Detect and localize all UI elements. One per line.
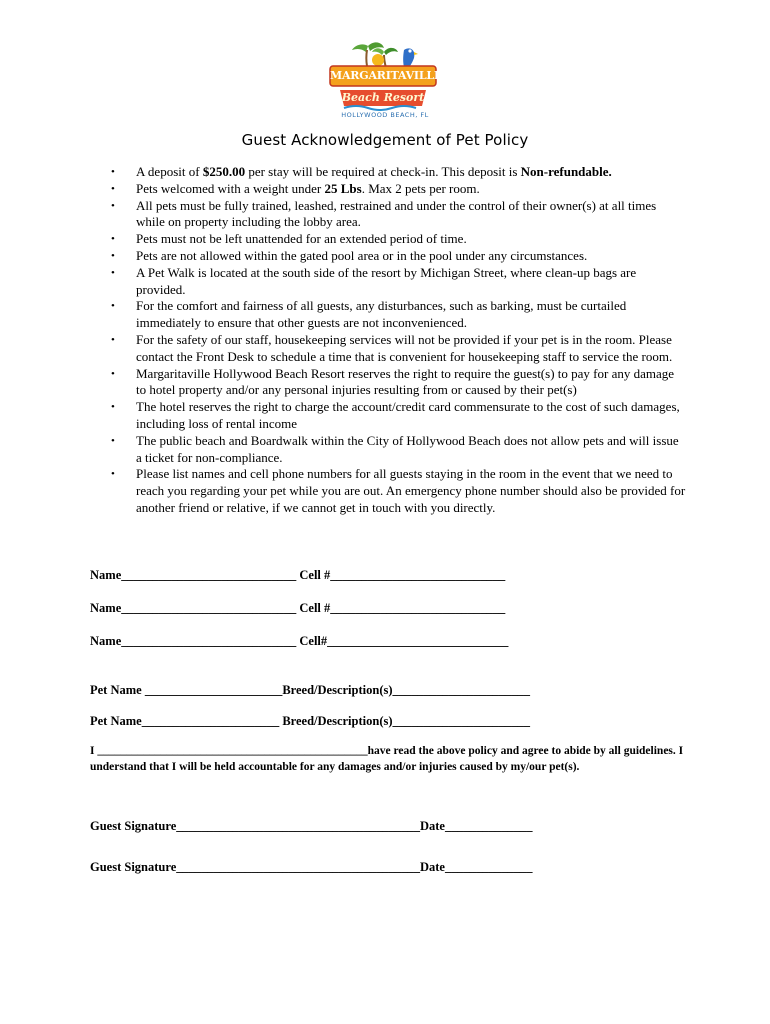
policy-item (106, 366, 686, 400)
policy-text-pre: For the safety of our staff, housekeeping services will not be provided if your pet is in the room. Please contact the Front Desk to schedule a time that is convenient for housekeeping staff to service the room. (136, 331, 673, 364)
acknowledgement-statement[interactable]: I _______________________________________________have read the above policy and agree to abide by all guidelines. I understand that I will be held accountable for any damages and/or injuries caused by my/our pet(s). (90, 745, 684, 773)
bullet-icon: • (111, 300, 115, 313)
policy-item (106, 298, 686, 332)
policy-list (106, 164, 686, 517)
policy-item (106, 231, 686, 248)
policy-text-pre: A deposit of (136, 164, 203, 179)
pet-line-1[interactable]: Pet Name ______________________Breed/Description(s)______________________ (90, 683, 531, 697)
policy-item (106, 399, 686, 433)
bullet-icon: • (111, 249, 115, 262)
logo-sub: Beach Resort (341, 91, 425, 104)
policy-item (106, 433, 686, 467)
policy-item (106, 466, 686, 516)
bullet-icon: • (111, 333, 115, 346)
policy-text-pre: All pets must be fully trained, leashed, restrained and under the control of their owner(s) at all times while on property including the lobby area. (136, 197, 657, 230)
bullet-icon: • (111, 266, 115, 279)
policy-text-pre: For the comfort and fairness of all guests, any disturbances, such as barking, must be curtailed immediately to ensure that other guests are not inconvenienced. (136, 298, 627, 331)
bullet-icon: • (111, 199, 115, 212)
policy-text-post: . Max 2 pets per room. (361, 180, 480, 196)
policy-text-pre: Pets must not be left unattended for an extended period of time. (136, 231, 467, 247)
policy-text-pre: Margaritaville Hollywood Beach Resort reserves the right to require the guest(s) to pay for any damage to hotel property and/or any personal injuries resulting from or caused by their pet(s) (136, 365, 675, 398)
policy-item (106, 181, 686, 198)
policy-text-bold: 25 Lbs (324, 180, 362, 196)
policy-text-bold: $250.00 (202, 164, 246, 179)
guest-signature-line-1[interactable]: Guest Signature_______________________________________Date______________ (90, 819, 533, 833)
resort-logo (326, 40, 444, 122)
policy-text-bold2: Non-refundable. (520, 164, 612, 179)
policy-text-pre: The hotel reserves the right to charge the account/credit card commensurate to the cost of such damages, including loss of rental income (136, 399, 680, 431)
policy-item (106, 164, 686, 181)
policy-text-post: per stay will be required at check-in. This deposit is (245, 164, 521, 179)
guest-signature-line-2[interactable]: Guest Signature_______________________________________Date______________ (90, 860, 533, 874)
policy-text-pre: Please list names and cell phone numbers for all guests staying in the room in the event that we need to reach you regarding your pet while you are out. An emergency phone number should also be provided for another friend or relative, if we cannot get in touch with you directly. (136, 466, 686, 515)
bullet-icon: • (111, 182, 115, 195)
logo-location: HOLLYWOOD BEACH, FL (341, 111, 429, 119)
bullet-icon: • (111, 233, 115, 246)
bullet-icon: • (111, 367, 115, 380)
bullet-icon: • (111, 166, 115, 178)
name-cell-line-2[interactable]: Name____________________________ Cell #____________________________ (90, 601, 506, 615)
bullet-icon: • (111, 401, 115, 414)
policy-text-pre: A Pet Walk is located at the south side of the resort by Michigan Street, where clean-up bags are provided. (136, 264, 637, 297)
bullet-icon: • (111, 434, 115, 447)
logo-name: MARGARITAVILLE (330, 69, 443, 82)
bullet-icon: • (111, 468, 115, 481)
page-title: Guest Acknowledgement of Pet Policy (241, 131, 529, 149)
policy-item (106, 332, 686, 366)
policy-text-pre: The public beach and Boardwalk within the City of Hollywood Beach does not allow pets and will issue a ticket for non-compliance. (136, 432, 679, 465)
policy-text-pre: Pets are not allowed within the gated pool area or in the pool under any circumstances. (136, 247, 588, 263)
name-cell-line-1[interactable]: Name____________________________ Cell #____________________________ (90, 568, 506, 582)
pet-line-2[interactable]: Pet Name______________________ Breed/Description(s)______________________ (90, 714, 531, 728)
policy-text-pre: Pets welcomed with a weight under (136, 180, 325, 196)
policy-item (106, 265, 686, 299)
policy-item (106, 198, 686, 232)
name-cell-line-3[interactable]: Name____________________________ Cell#_____________________________ (90, 634, 509, 648)
policy-item (106, 248, 686, 265)
